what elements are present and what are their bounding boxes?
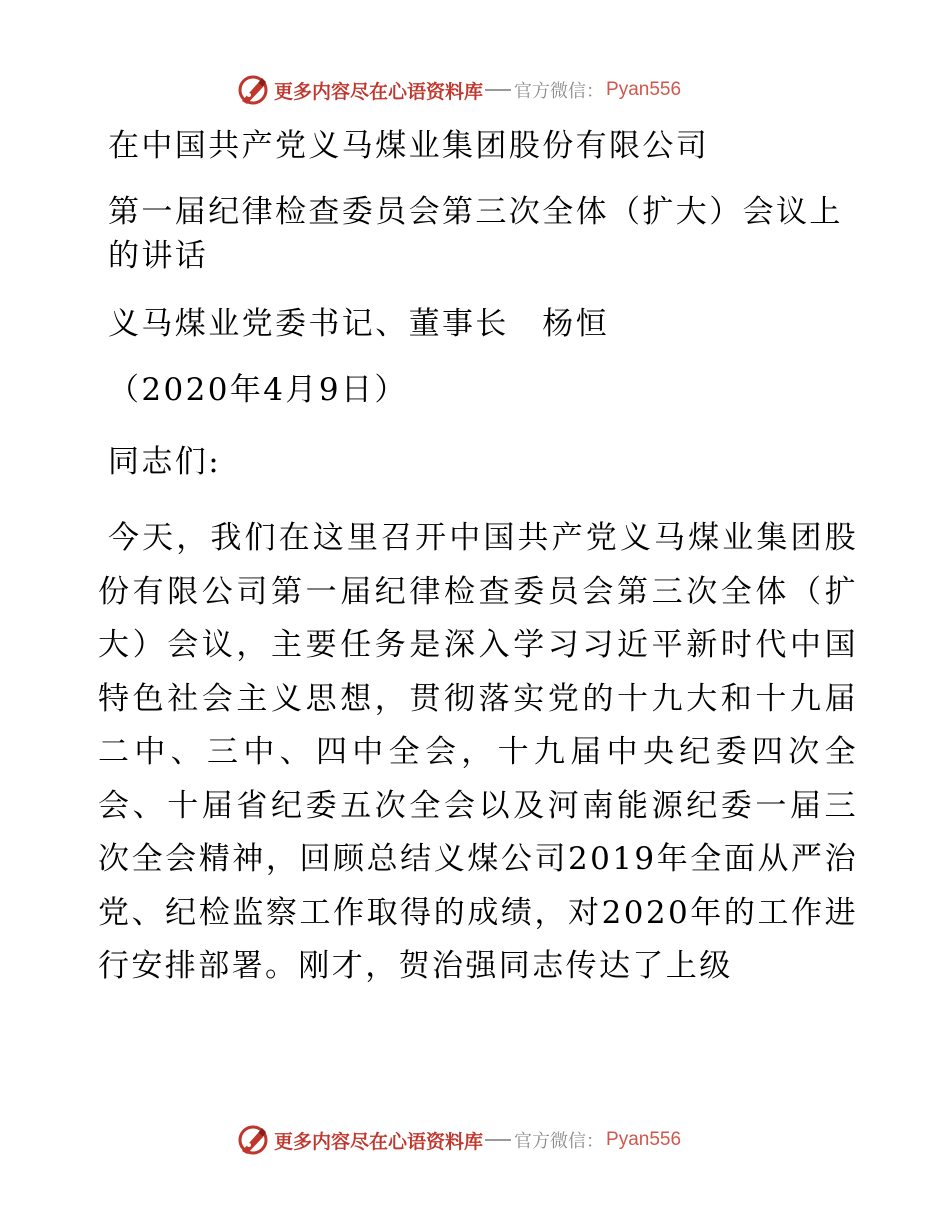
greeting: 同志们: (108, 444, 222, 480)
body-paragraph: 今天，我们在这里召开中国共产党义马煤业集团股份有限公司第一届纪律检查委员会第三次全体（扩大）会议，主要任务是深入学习习近平新时代中国特色社会主义思想，贯彻落实党的十九大和十九届二中、三中、四中全会，十九届中央纪委四次全会、十届省纪委五次全会以及河南能源纪委一届三次全会精神，回顾总结义煤公司2019年全面从严治党、纪检监察工作取得的成绩，对2020年的工作进行安排部署。刚才，贺治强同志传达了上级 (98, 520, 858, 984)
watermark-text: 更多内容尽在心语资料库 (274, 80, 484, 103)
document-body (98, 124, 858, 1025)
watermark-id: Pyan556 (606, 79, 682, 100)
watermark-header (236, 72, 681, 108)
watermark-text: 更多内容尽在心语资料库 (274, 1130, 484, 1153)
pen-logo-icon (236, 73, 270, 107)
speaker-line: 义马煤业党委书记、董事长 杨恒 (108, 306, 609, 342)
watermark-official: 官方微信： (514, 1131, 605, 1152)
pen-logo-icon (236, 1123, 270, 1157)
title-line-1: 在中国共产党义马煤业集团股份有限公司 (108, 128, 710, 164)
watermark-id: Pyan556 (606, 1129, 682, 1150)
watermark-dash (485, 1139, 511, 1141)
watermark-dash (485, 89, 511, 91)
watermark-official: 官方微信： (514, 81, 605, 102)
watermark-footer (236, 1122, 681, 1158)
title-line-2: 第一届纪律检查委员会第三次全体（扩大）会议上的讲话 (108, 194, 843, 274)
date-line: （2020年4月9日） (108, 372, 408, 408)
